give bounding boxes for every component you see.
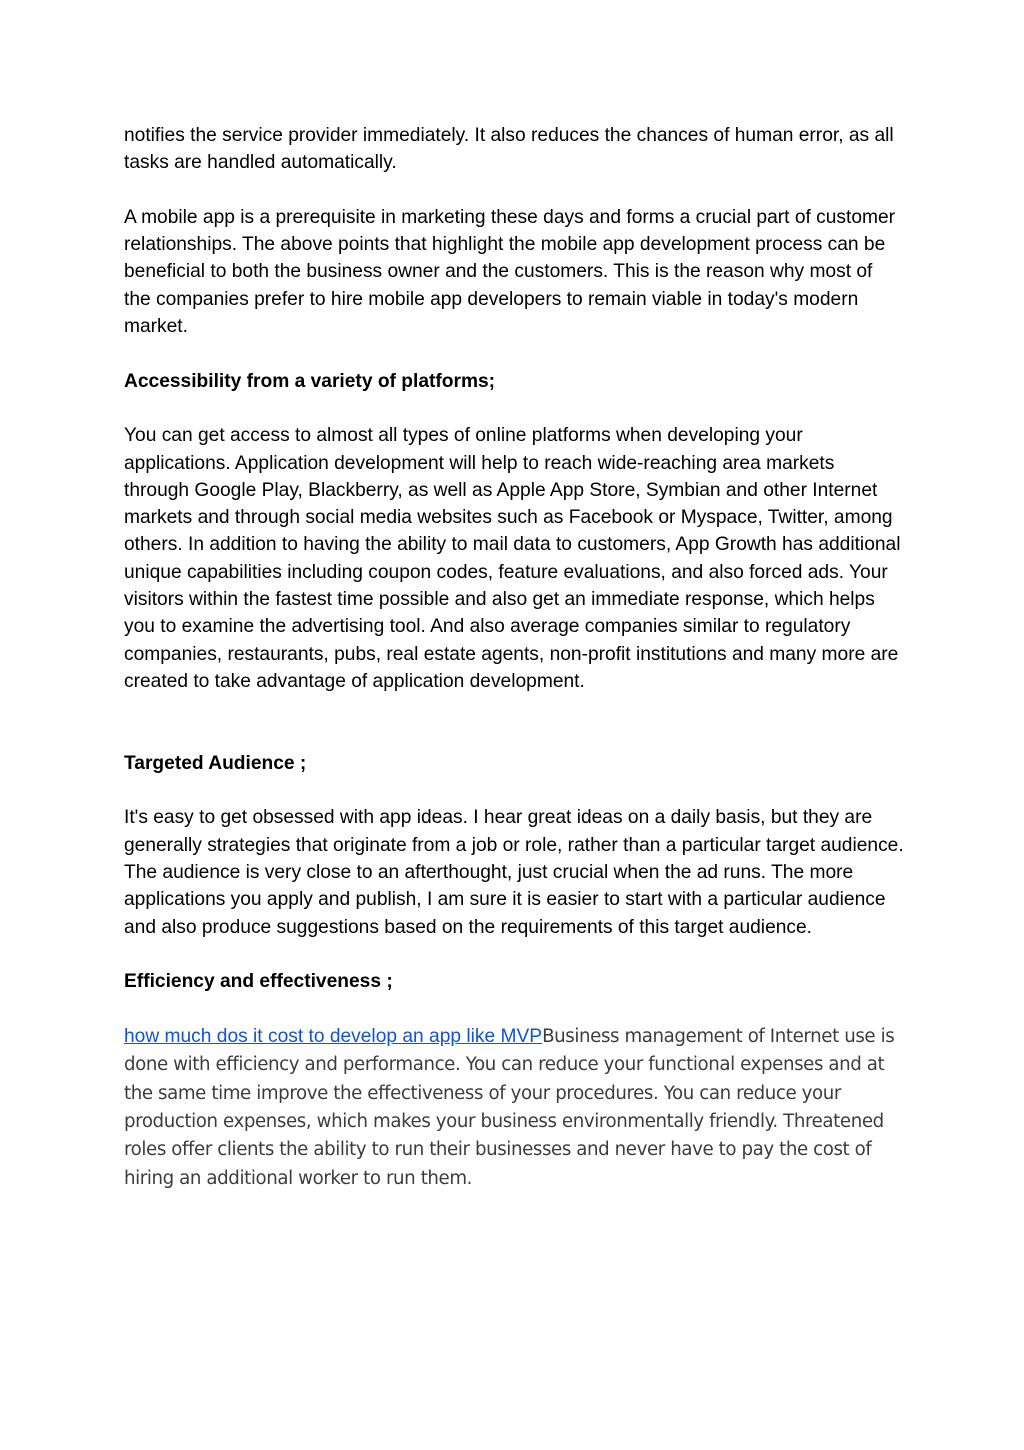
paragraph-spacer	[124, 941, 904, 968]
heading-efficiency: Efficiency and effectiveness ;	[124, 971, 393, 993]
paragraph-spacer	[124, 996, 904, 1023]
heading-targeted-audience: Targeted Audience ;	[124, 752, 307, 774]
heading-accessibility: Accessibility from a variety of platforms;	[124, 370, 496, 392]
mobile-app-paragraph: A mobile app is a prerequisite in marketing these days and forms a crucial part of customer relationships. The above points that highlight the mobile app development process can be beneficial to both the business owner and the customers. This is the reason why most of the companies prefer to hire mobile app developers to remain viable in today's modern market.	[124, 206, 896, 338]
efficiency-paragraph	[124, 1023, 904, 1193]
document-body	[124, 122, 904, 1193]
paragraph-spacer	[124, 177, 904, 204]
mvp-cost-link[interactable]: how much dos it cost to develop an app like MVP	[124, 1025, 543, 1047]
accessibility-paragraph: You can get access to almost all types of online platforms when developing your applications. Application development will help to reach wide-reaching area markets through Google Play, Blackberry, as well as Apple App Store, Symbian and other Internet markets and through social media websites such as Facebook or Myspace, Twitter, among others. In addition to having the ability to mail data to customers, App Growth has additional unique capabilities including coupon codes, feature evaluations, and also forced ads. Your visitors within the fastest time possible and also get an immediate response, which helps you to examine the advertising tool. And also average companies similar to regulatory companies, restaurants, pubs, real estate agents, non-profit institutions and many more are created to take advantage of application development.	[124, 425, 901, 692]
paragraph-spacer	[124, 777, 904, 804]
paragraph-spacer	[124, 395, 904, 422]
efficiency-text: Business management of Internet use is done with efficiency and performance. You can reduce your functional expenses and at the same time improve the effectiveness of your procedures. You can reduce your production expenses, which makes your business environmentally friendly. Threatened roles offer clients the ability to run their businesses and never have to pay the cost of hiring an additional worker to run them.	[124, 1025, 895, 1189]
intro-paragraph: notifies the service provider immediately. It also reduces the chances of human error, as all tasks are handled automatically.	[124, 125, 894, 174]
paragraph-spacer	[124, 695, 904, 750]
paragraph-spacer	[124, 340, 904, 367]
targeted-audience-paragraph: It's easy to get obsessed with app ideas. I hear great ideas on a daily basis, but they are generally strategies that originate from a job or role, rather than a particular target audience. The audience is very close to an afterthought, just crucial when the ad runs. The more applications you apply and publish, I am sure it is easier to start with a particular audience and also produce suggestions based on the requirements of this target audience.	[124, 807, 904, 938]
